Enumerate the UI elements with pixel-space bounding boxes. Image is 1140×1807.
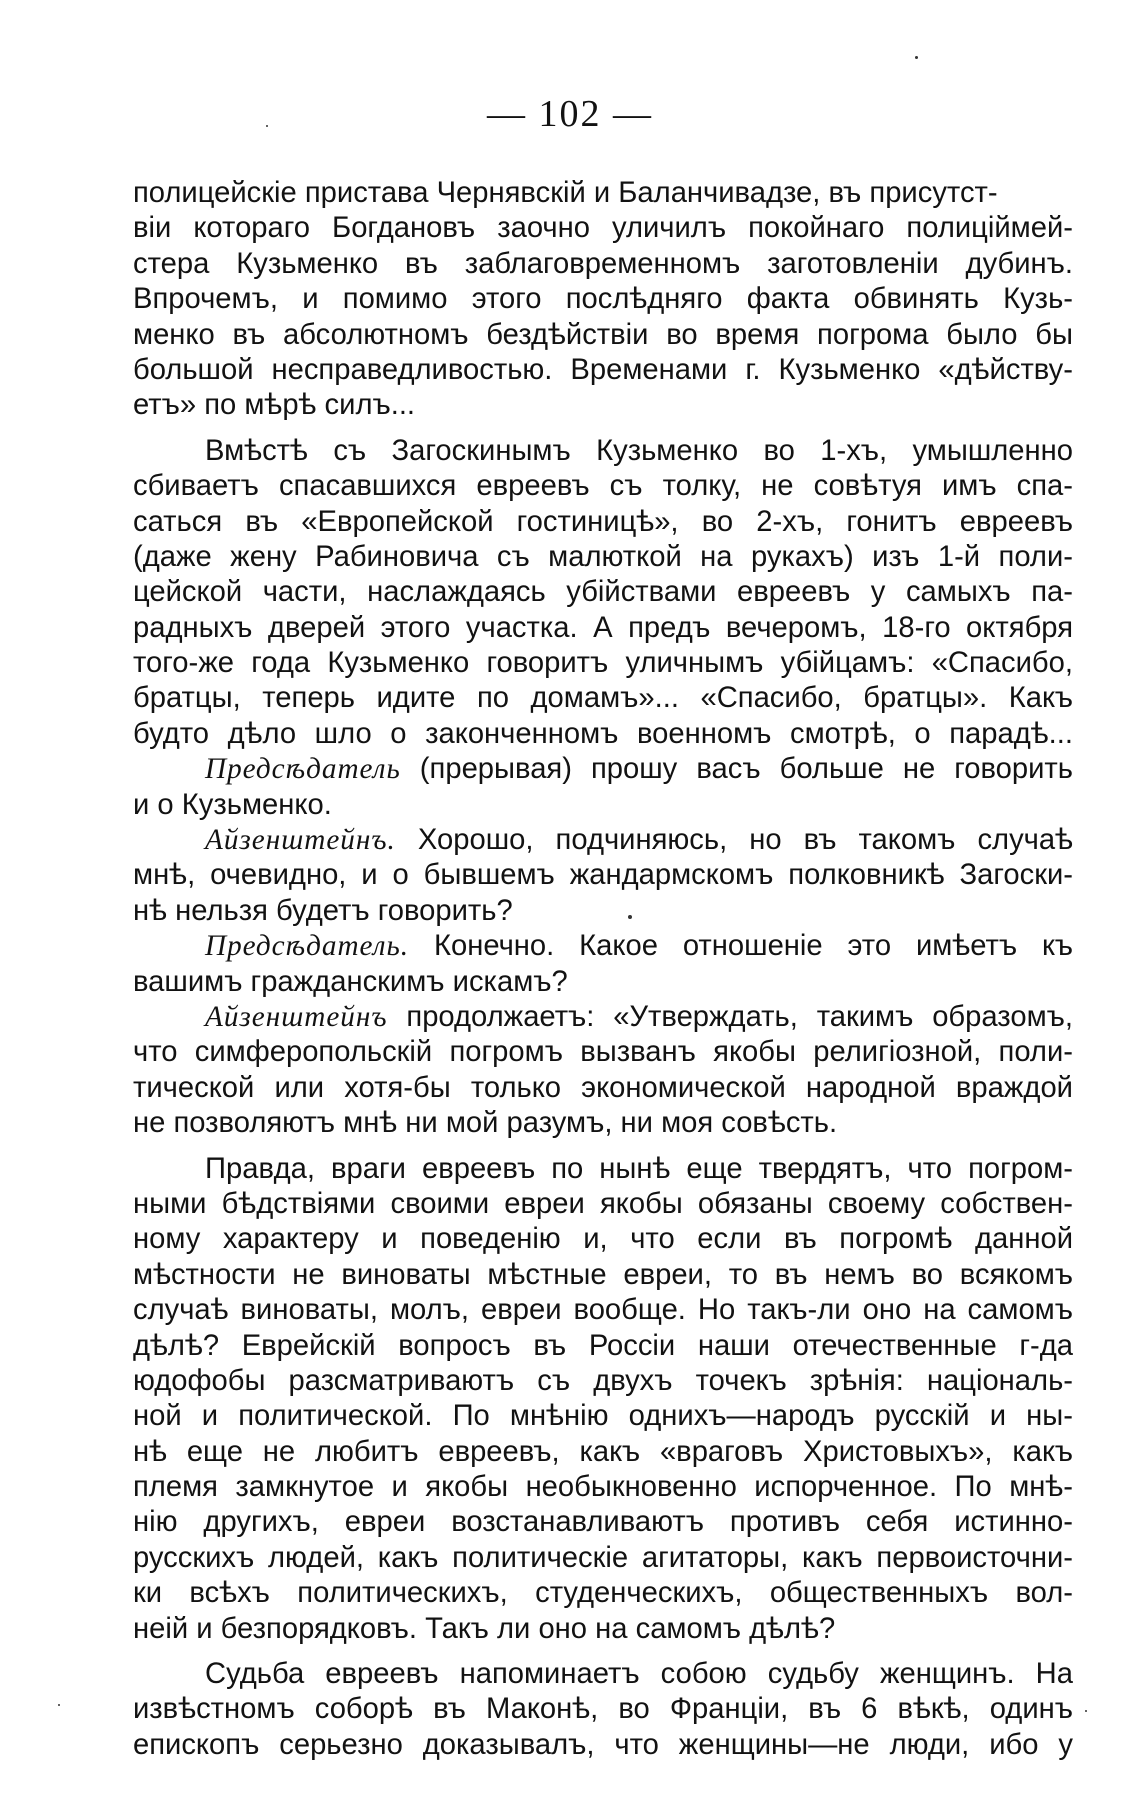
text-line: большой несправедливостью. Временами г. Кузьменко «дѣйству- <box>133 353 1073 386</box>
text-line: Вмѣстѣ съ Загоскинымъ Кузьменко во 1-хъ, умышленно <box>205 434 1073 467</box>
text-line: стера Кузьменко въ заблаговременномъ заготовленіи дубинъ. <box>133 247 1073 280</box>
text-line: нію другихъ, евреи возстанавливаютъ противъ себя истинно- <box>133 1506 1073 1539</box>
scan-speck <box>915 56 918 59</box>
text-line: менко въ абсолютномъ бездѣйствіи во время погрома было бы <box>133 318 1073 351</box>
text-line: Судьба евреевъ напоминаетъ собою судьбу женщинъ. На <box>205 1658 1073 1691</box>
text-line: русскихъ людей, какъ политическіе агитаторы, какъ первоисточни- <box>133 1541 1073 1574</box>
text-line: братцы, теперь идите по домамъ»... «Спасибо, братцы». Какъ <box>133 682 1073 715</box>
text-line: мнѣ, очевидно, и о бывшемъ жандармскомъ полковникѣ Загоски- <box>133 859 1073 892</box>
text-line: віи котораго Богдановъ заочно уличилъ покойнаго полиціймей- <box>133 212 1073 245</box>
speech-text: Конечно. Какое отношеніе это имѣетъ къ <box>409 930 1073 963</box>
text-line: нѣ еще не любитъ евреевъ, какъ «враговъ Христовыхъ», какъ <box>133 1435 1073 1468</box>
text-line: Правда, враги евреевъ по нынѣ еще твердятъ, что погром- <box>205 1152 1073 1185</box>
text-line: вашимъ гражданскимъ искамъ? <box>133 965 568 998</box>
speaker-name: Айзенштейнъ <box>205 1000 388 1033</box>
text-line: племя замкнутое и якобы необыкновенно испорченное. По мнѣ- <box>133 1471 1073 1504</box>
text-line: дѣлѣ? Еврейскій вопросъ въ Россіи наши отечественные г-да <box>133 1329 1073 1362</box>
text-line: и о Кузьменко. <box>133 788 332 821</box>
text-line <box>133 823 1073 858</box>
text-line: случаѣ виноваты, молъ, евреи вообще. Но такъ-ли оно на самомъ <box>133 1294 1073 1327</box>
text-line: нѣ нельзя будетъ говорить? <box>133 894 513 927</box>
scan-speck <box>628 915 632 919</box>
text-line: радныхъ дверей этого участка. А предъ вечеромъ, 18-го октября <box>133 611 1073 644</box>
text-line: Впрочемъ, и помимо этого послѣдняго факта обвинять Кузь- <box>133 283 1073 316</box>
text-line: цейской части, наслаждаясь убійствами евреевъ у самыхъ па- <box>133 576 1073 609</box>
speech-text: продолжаетъ: «Утверждать, такимъ образомъ, <box>387 1000 1073 1033</box>
speaker-name: Предсѣдатель <box>205 753 401 786</box>
text-line <box>133 1000 1073 1035</box>
text-line: етъ» по мѣрѣ силъ... <box>133 389 416 422</box>
text-line: что симферопольскій погромъ вызванъ якобы религіозной, поли- <box>133 1036 1073 1069</box>
text-line: ной и политической. По мнѣнію однихъ—народъ русскій и ны- <box>133 1400 1073 1433</box>
speech-text: (прерывая) прошу васъ больше не говорить <box>400 753 1073 786</box>
text-line <box>133 752 1073 787</box>
text-line: того-же года Кузьменко говоритъ уличнымъ убійцамъ: «Спасибо, <box>133 647 1073 680</box>
text-line: полицейскіе пристава Чернявскій и Баланчивадзе, въ присутст- <box>133 177 998 209</box>
scan-speck <box>1085 1710 1087 1712</box>
body-text <box>133 176 1073 1763</box>
text-line: сбиваетъ спасавшихся евреевъ съ толку, не совѣтуя имъ спа- <box>133 470 1073 503</box>
text-line: ными бѣдствіями своими евреи якобы обязаны своему собствен- <box>133 1187 1073 1220</box>
text-line: ному характеру и поведенію и, что если въ погромѣ данной <box>133 1223 1073 1256</box>
text-line: юдофобы разсматриваютъ съ двухъ точекъ зрѣнія: національ- <box>133 1364 1073 1397</box>
speaker-name: Айзенштейнъ. <box>205 824 396 857</box>
scan-speck <box>58 1704 60 1706</box>
text-line: (даже жену Рабиновича съ малюткой на рукахъ) изъ 1-й поли- <box>133 540 1073 573</box>
text-line: ки всѣхъ политическихъ, студенческихъ, общественныхъ вол- <box>133 1577 1073 1610</box>
text-line: неій и безпорядковъ. Такъ ли оно на самомъ дѣлѣ? <box>133 1612 836 1645</box>
scan-speck <box>266 125 268 127</box>
text-line <box>133 929 1073 964</box>
text-line: извѣстномъ соборѣ въ Маконѣ, во Франціи, въ 6 вѣкѣ, одинъ <box>133 1693 1073 1726</box>
speech-text: Хорошо, подчиняюсь, но въ такомъ случаѣ <box>395 824 1073 857</box>
text-line: будто дѣло шло о законченномъ военномъ смотрѣ, о парадѣ... <box>133 717 1073 750</box>
speaker-name: Предсѣдатель. <box>205 930 410 963</box>
text-line: мѣстности не виноваты мѣстные евреи, то въ немъ во всякомъ <box>133 1258 1073 1291</box>
text-line: саться въ «Европейской гостиницѣ», во 2-хъ, гонитъ евреевъ <box>133 505 1073 538</box>
text-line: епископъ серьезно доказывалъ, что женщины—не люди, ибо у <box>133 1728 1073 1761</box>
page-number: — 102 — <box>487 93 653 135</box>
text-line: не позволяютъ мнѣ ни мой разумъ, ни моя совѣсть. <box>133 1107 838 1140</box>
text-line: тической или хотя-бы только экономической народной враждой <box>133 1071 1073 1104</box>
